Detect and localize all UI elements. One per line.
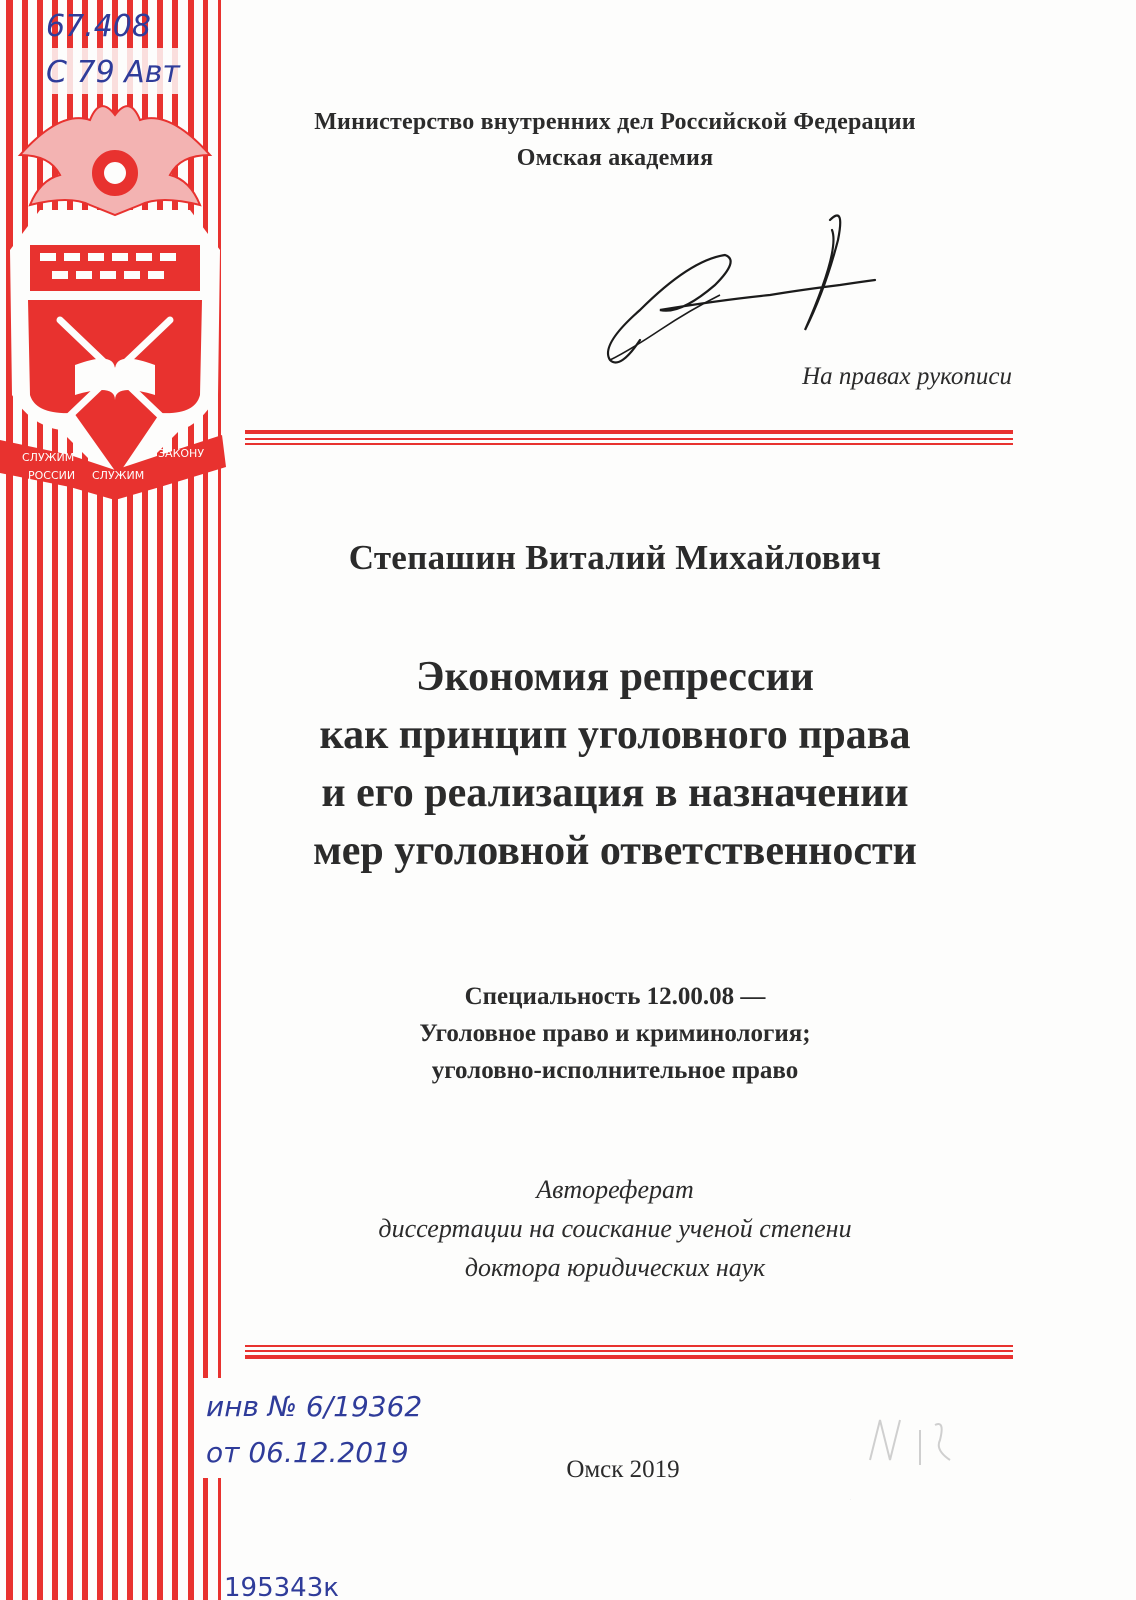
- specialty-line: Специальность 12.00.08 —: [464, 983, 766, 1010]
- ministry-name: Министерство внутренних дел Российской Федерации: [314, 109, 916, 135]
- handwritten-signature: [600, 210, 880, 380]
- title-line: как принцип уголовного права: [319, 712, 911, 758]
- inventory-line-1: инв № 6/19362: [206, 1390, 423, 1423]
- inventory-number: 195343к: [224, 1573, 339, 1600]
- faint-pencil-marks: [850, 1390, 970, 1510]
- top-divider: [245, 430, 1013, 450]
- handwritten-library-code: [40, 4, 210, 100]
- motto-text-2: РОССИИ: [28, 469, 76, 482]
- academy-name: Омская академия: [516, 145, 714, 171]
- library-code-1: 67.408: [46, 9, 151, 44]
- abstract-line: Автореферат: [536, 1175, 694, 1204]
- bottom-divider: [245, 1345, 1013, 1365]
- abstract-line: диссертации на соискание ученой степени: [378, 1214, 852, 1243]
- manuscript-note: На правах рукописи: [802, 363, 1012, 390]
- abstract-block: [240, 1170, 990, 1287]
- handwritten-inventory-number: [222, 1568, 402, 1600]
- title-line: мер уголовной ответственности: [313, 828, 917, 874]
- abstract-line: доктора юридических наук: [464, 1253, 766, 1282]
- city-year: Омск 2019: [566, 1456, 680, 1483]
- handwritten-inventory-note: [200, 1378, 500, 1478]
- academy-emblem: [0, 95, 232, 515]
- title-line: Экономия репрессии: [416, 654, 814, 700]
- specialty-line: уголовно-исполнительное право: [431, 1057, 799, 1084]
- title-line: и его реализация в назначении: [321, 770, 909, 816]
- author-name: Степашин Виталий Михайлович: [348, 538, 882, 577]
- specialty-block: [240, 978, 990, 1089]
- ministry-header: [240, 104, 990, 176]
- motto-text-1: СЛУЖИМ: [22, 451, 75, 464]
- motto-text-4: ЗАКОНУ: [158, 447, 205, 460]
- library-code-2: С 79 Авт: [46, 55, 180, 90]
- inventory-line-2: от 06.12.2019: [206, 1436, 409, 1469]
- dissertation-title: [240, 648, 990, 880]
- specialty-line: Уголовное право и криминология;: [419, 1020, 811, 1047]
- motto-text-3: СЛУЖИМ: [92, 469, 145, 482]
